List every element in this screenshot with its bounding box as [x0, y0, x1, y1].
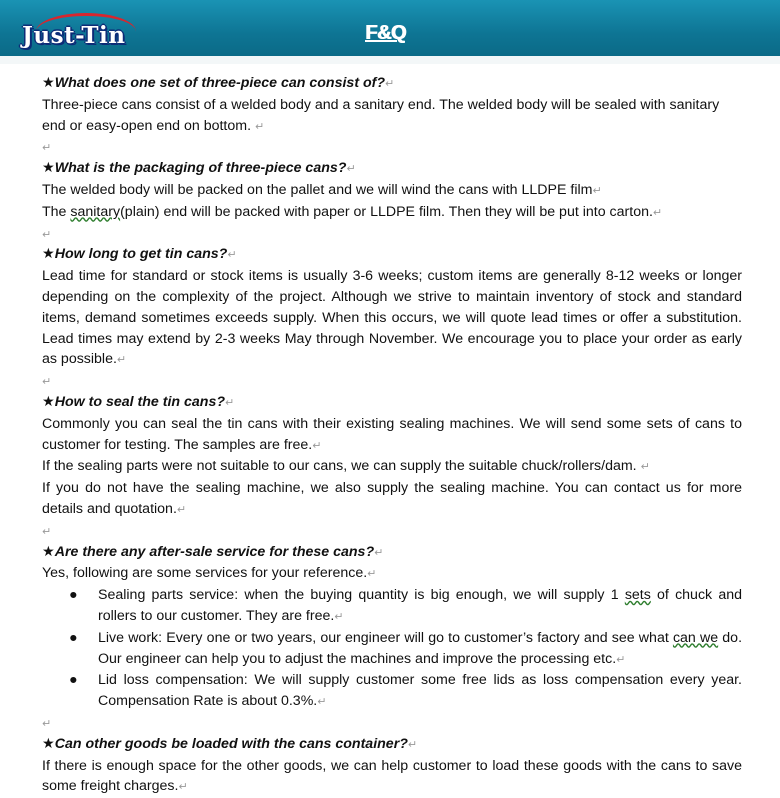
- question-text: Can other goods be loaded with the cans container?: [55, 736, 408, 752]
- faq-question-5: [42, 542, 742, 564]
- return-mark: ↵: [117, 354, 126, 366]
- header-divider: [0, 56, 780, 64]
- star-icon: ★: [42, 544, 55, 560]
- return-mark: ↵: [334, 611, 343, 623]
- faq-question-4: [42, 392, 742, 414]
- faq-question-1: [42, 73, 742, 95]
- blank-line: [42, 521, 742, 542]
- answer-text: If the sealing parts were not suitable to our cans, we can supply the suitable chuck/rollers/dam.: [42, 458, 637, 474]
- return-mark: ↵: [367, 568, 376, 580]
- return-mark: ↵: [385, 78, 394, 90]
- faq-answer-3: [42, 266, 742, 371]
- logo-text: Just-Tin: [22, 22, 126, 49]
- return-mark: ↵: [616, 654, 625, 666]
- star-icon: ★: [42, 160, 55, 176]
- star-icon: ★: [42, 246, 55, 262]
- answer-text: of chuck and rollers to our customer. They are free.: [98, 587, 742, 624]
- answer-text: Sealing parts service: when the buying quantity is big enough, we will supply 1: [98, 587, 625, 603]
- answer-text: Yes, following are some services for your reference.: [42, 565, 367, 581]
- spellcheck-word: sanitary: [70, 204, 120, 220]
- return-mark: ↵: [225, 397, 234, 409]
- bullet-icon: ●: [69, 670, 78, 691]
- faq-question-6: [42, 734, 742, 756]
- faq-answer-1-line-2: [42, 116, 742, 138]
- return-mark: ↵: [312, 440, 321, 452]
- list-item: [42, 585, 742, 628]
- answer-text: do. Our engineer can help you to adjust the machines and improve the processing etc.: [98, 630, 742, 667]
- return-mark: ↵: [641, 461, 650, 473]
- answer-text: If there is enough space for the other goods, we can help customer to load these goods with the cans to save some freight charges.: [42, 758, 742, 795]
- bullet-icon: ●: [69, 585, 78, 606]
- faq-answer-4-para-1: [42, 414, 742, 457]
- return-mark: ↵: [42, 142, 51, 154]
- question-text: Are there any after-sale service for these cans?: [55, 544, 374, 560]
- return-mark: ↵: [42, 718, 51, 730]
- bullet-icon: ●: [69, 628, 78, 649]
- return-mark: ↵: [592, 185, 601, 197]
- header-banner: [0, 0, 780, 56]
- question-text: What does one set of three-piece can consist of?: [55, 75, 385, 91]
- faq-answer-4-para-2: [42, 456, 742, 478]
- service-list: [42, 585, 742, 713]
- answer-text: (plain) end will be packed with paper or LLDPE film. Then they will be put into carton.: [120, 204, 653, 220]
- answer-text: The welded body will be packed on the pallet and we will wind the cans with LLDPE film: [42, 182, 592, 198]
- star-icon: ★: [42, 394, 55, 410]
- question-text: How long to get tin cans?: [55, 246, 228, 262]
- blank-line: [42, 371, 742, 392]
- star-icon: ★: [42, 75, 55, 91]
- question-text: How to seal the tin cans?: [55, 394, 225, 410]
- blank-line: [42, 713, 742, 734]
- return-mark: ↵: [42, 229, 51, 241]
- answer-text: end or easy-open end on bottom.: [42, 118, 251, 134]
- faq-answer-2-line-2: [42, 202, 742, 224]
- star-icon: ★: [42, 736, 55, 752]
- spellcheck-word: sets: [625, 587, 651, 603]
- blank-line: [42, 224, 742, 245]
- faq-answer-5-intro: [42, 563, 742, 585]
- return-mark: ↵: [178, 781, 187, 793]
- answer-text: Lid loss compensation: We will supply customer some free lids as loss compensation every year. Compensation Rate is about 0.3%.: [98, 672, 742, 709]
- return-mark: ↵: [42, 526, 51, 538]
- page-title: F&Q: [365, 22, 406, 45]
- question-text: What is the packaging of three-piece cans?: [55, 160, 347, 176]
- answer-text: Live work: Every one or two years, our engineer will go to customer’s factory and see what: [98, 630, 673, 646]
- just-tin-logo[interactable]: [14, 10, 150, 50]
- return-mark: ↵: [346, 163, 355, 175]
- spellcheck-word: can we: [673, 630, 718, 646]
- return-mark: ↵: [42, 376, 51, 388]
- return-mark: ↵: [227, 249, 236, 261]
- faq-question-2: [42, 158, 742, 180]
- return-mark: ↵: [653, 207, 662, 219]
- return-mark: ↵: [374, 547, 383, 559]
- return-mark: ↵: [255, 121, 264, 133]
- faq-answer-1-line-1: [42, 95, 742, 116]
- faq-question-3: [42, 244, 742, 266]
- return-mark: ↵: [317, 696, 326, 708]
- answer-text: Lead time for standard or stock items is usually 3-6 weeks; custom items are generally 8-12 weeks or longer depending on the complexity of the project. Although we strive to maintain inventory of stock and standard items, demand sometimes exceeds supply. When this occurs, we will quote lead times or offer a substitution. Lead times may extend by 2-3 weeks May through November. We encourage you to place your order as early as possible.: [42, 268, 742, 367]
- return-mark: ↵: [408, 739, 417, 751]
- faq-content: [42, 73, 742, 798]
- list-item: [42, 628, 742, 671]
- answer-text: The: [42, 204, 70, 220]
- blank-line: [42, 137, 742, 158]
- faq-answer-2-line-1: [42, 180, 742, 202]
- answer-text: Commonly you can seal the tin cans with their existing sealing machines. We will send some sets of cans to customer for testing. The samples are free.: [42, 416, 742, 453]
- answer-text: If you do not have the sealing machine, we also supply the sealing machine. You can contact us for more details and quotation.: [42, 480, 742, 517]
- list-item: [42, 670, 742, 713]
- answer-text: Three-piece cans consist of a welded body and a sanitary end. The welded body will be sealed with sanitary: [42, 97, 719, 113]
- faq-answer-4-para-3: [42, 478, 742, 521]
- return-mark: ↵: [177, 504, 186, 516]
- faq-answer-6: [42, 756, 742, 798]
